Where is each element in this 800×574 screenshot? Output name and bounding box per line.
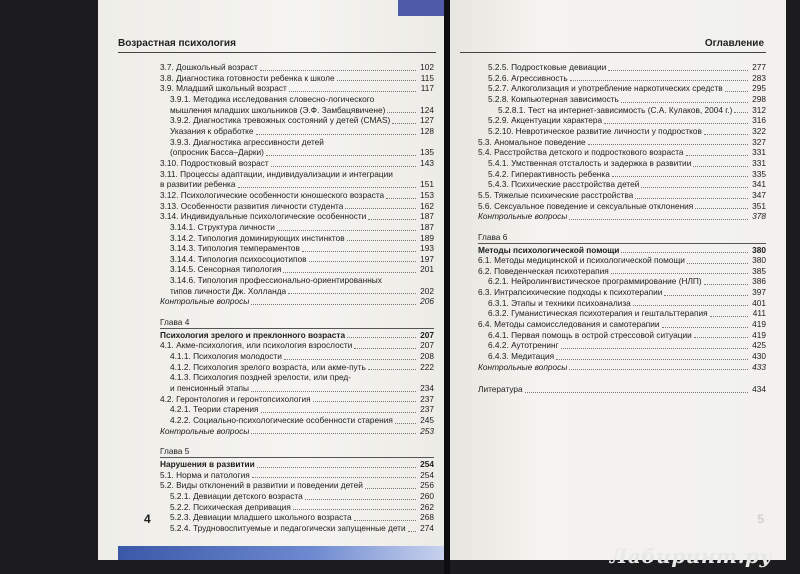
left-running-head: Возрастная психология	[118, 38, 236, 49]
toc-page-number: 274	[420, 522, 434, 533]
toc-entry	[160, 491, 434, 502]
leader-dots	[289, 91, 416, 92]
toc-entry-title: 5.2.8.1. Тест на интернет-зависимость (С.А. Кулаков, 2004 г.)	[498, 104, 733, 115]
toc-entry-title: 6.2.1. Нейролингвистическое программирование (НЛП)	[488, 276, 702, 287]
toc-page-number: 401	[752, 297, 766, 308]
toc-entry	[160, 126, 434, 137]
toc-entry	[478, 319, 766, 330]
toc-page-number: 327	[752, 136, 766, 147]
toc-entry	[160, 62, 434, 73]
toc-page-number: 207	[420, 340, 434, 351]
toc-entry-title: 3.14. Индивидуальные психологические особенности	[160, 211, 367, 222]
toc-page-number: 433	[752, 361, 766, 372]
toc-page-number: 143	[420, 157, 434, 168]
leader-dots	[293, 509, 416, 510]
chapter-label: Глава 4	[160, 317, 190, 328]
toc-page-number: 151	[420, 179, 434, 190]
spacer	[478, 372, 766, 384]
toc-page-number: 187	[420, 211, 434, 222]
toc-page-number: 115	[420, 72, 434, 83]
toc-page-number: 153	[420, 189, 434, 200]
toc-entry	[160, 264, 434, 275]
toc-entry-title: 3.9.2. Диагностика тревожных состояний у детей (CMAS)	[170, 115, 391, 126]
toc-page-number: 268	[420, 512, 434, 523]
toc-page-number: 295	[752, 83, 766, 94]
toc-entry	[160, 115, 434, 126]
toc-entry-title: 4.1.1. Психология молодости	[170, 351, 282, 362]
toc-entry-title: 4.1.2. Психология зрелого возраста, или акме-путь	[170, 361, 366, 372]
open-book	[98, 0, 786, 574]
leader-dots	[354, 348, 416, 349]
toc-page-number: 419	[752, 319, 766, 330]
toc-page-number: 222	[420, 361, 434, 372]
toc-entry	[160, 415, 434, 426]
leader-dots	[313, 401, 416, 402]
toc-entry-title: Контрольные вопросы	[478, 211, 568, 222]
toc-page-number: 260	[420, 490, 434, 501]
toc-page-number: 312	[752, 104, 766, 115]
toc-page-number: 283	[752, 72, 766, 83]
leader-dots	[260, 70, 416, 71]
toc-entry-title: 5.2.1. Девиации детского возраста	[170, 490, 303, 501]
toc-entry-title: 3.14.2. Типология доминирующих инстинктов	[170, 232, 345, 243]
toc-entry-title: 5.4.2. Гиперактивность ребенка	[488, 168, 610, 179]
toc-entry	[160, 480, 434, 491]
toc-page-number: 102	[420, 62, 434, 72]
leader-dots	[347, 240, 416, 241]
watermark-logo: Лабиринт.ру	[609, 544, 772, 568]
leader-dots	[365, 488, 416, 489]
toc-page-number: 430	[752, 351, 766, 362]
toc-entry-title: 5.1. Норма и патология	[160, 469, 250, 480]
toc-entry-title: 6.4. Методы самоисследования и самотерапии	[478, 319, 660, 330]
toc-entry	[478, 276, 766, 287]
toc-entry	[160, 351, 434, 362]
toc-entry-title: типов личности Дж. Холланда	[170, 285, 287, 296]
leader-dots	[354, 520, 416, 521]
leader-dots	[252, 477, 416, 478]
leader-dots	[569, 369, 748, 370]
leader-dots	[305, 499, 416, 500]
toc-entry	[160, 233, 434, 244]
leader-dots	[309, 261, 416, 262]
toc-entry-title: и пенсионный этапы	[170, 383, 249, 394]
toc-entry	[160, 502, 434, 513]
leader-dots	[345, 208, 416, 209]
chapter-label: Глава 6	[478, 231, 508, 242]
leader-dots	[302, 251, 416, 252]
toc-entry	[160, 158, 434, 169]
leader-dots	[662, 327, 748, 328]
toc-entry-title: 4.2. Геронтология и геронтопсихология	[160, 393, 311, 404]
toc-page-number: 277	[752, 62, 766, 72]
toc-entry	[478, 308, 766, 319]
leader-dots	[288, 293, 416, 294]
toc-entry-title: 6.3.2. Гуманистическая психотерапия и гештальттерапия	[488, 308, 708, 319]
toc-entry	[478, 255, 766, 266]
toc-entry-title: 5.4.3. Психические расстройства детей	[488, 179, 640, 190]
toc-entry	[160, 362, 434, 373]
toc-entry-title: 6.1. Методы медицинской и психологической помощи	[478, 255, 685, 266]
cover-strip	[118, 546, 444, 560]
toc-entry	[478, 298, 766, 309]
toc-entry	[160, 222, 434, 233]
toc-entry	[478, 362, 766, 373]
leader-dots	[710, 316, 748, 317]
toc-entry	[160, 83, 434, 94]
toc-entry	[478, 73, 766, 84]
toc-page-number: 234	[420, 383, 434, 394]
chapter-title	[160, 457, 434, 470]
toc-entry-title: в развитии ребенка	[160, 179, 236, 190]
toc-entry-title: Контрольные вопросы	[160, 296, 250, 307]
leader-dots	[611, 273, 748, 274]
toc-page-number: 202	[420, 285, 434, 296]
toc-page-number: 316	[752, 115, 766, 126]
toc-entry-title: 6.4.1. Первая помощь в острой стрессовой ситуации	[488, 329, 692, 340]
toc-page-number: 351	[752, 200, 766, 211]
leader-dots	[693, 166, 748, 167]
toc-page-number: 206	[420, 296, 434, 307]
leader-dots	[561, 348, 748, 349]
toc-entry	[478, 201, 766, 212]
leader-dots	[704, 284, 748, 285]
toc-entry-title: 3.9.3. Диагностика агрессивности детей	[170, 136, 324, 147]
toc-entry-title: 3.14.5. Сенсорная типология	[170, 264, 282, 275]
toc-entry	[478, 266, 766, 277]
toc-entry-title: 5.2.5. Подростковые девиации	[488, 62, 607, 72]
toc-page-number: 262	[420, 501, 434, 512]
leader-dots	[271, 166, 416, 167]
leader-dots	[704, 134, 748, 135]
leader-dots	[604, 123, 748, 124]
toc-page-number: 331	[752, 147, 766, 158]
toc-entry	[478, 340, 766, 351]
toc-page-number: 245	[420, 415, 434, 425]
leader-dots	[664, 295, 748, 296]
toc-entry	[478, 211, 766, 222]
leader-dots	[408, 531, 416, 532]
toc-entry-title: 3.11. Процессы адаптации, индивидуализации и интеграции	[160, 168, 393, 179]
toc-page-number: 331	[752, 157, 766, 168]
toc-entry-title: 5.2.7. Алкоголизация и употребление наркотических средств	[488, 83, 723, 94]
toc-entry	[160, 275, 434, 286]
toc-entry-title: 3.14.6. Типология профессионально-ориентированных	[170, 275, 382, 286]
leader-dots	[641, 187, 748, 188]
leader-dots	[725, 91, 748, 92]
toc-page-number: 197	[420, 253, 434, 264]
accent-tab	[398, 0, 444, 16]
toc-entry	[478, 62, 766, 73]
toc-page-number: 378	[752, 211, 766, 222]
toc-entry-title: 5.2.2. Психическая депривация	[170, 501, 291, 512]
toc-page-number: 201	[420, 264, 434, 275]
toc-entry-title: 6.4.3. Медитация	[488, 351, 555, 362]
toc-entry-title: 5.4.1. Умственная отсталость и задержка в развитии	[488, 157, 692, 168]
toc-entry-title: 3.8. Диагностика готовности ребенка к школе	[160, 72, 335, 83]
toc-entry-title: мышления младших школьников (Э.Ф. Замбацявичене)	[170, 104, 386, 115]
leader-dots	[525, 392, 748, 393]
toc-entry	[478, 105, 766, 116]
toc-entry	[478, 147, 766, 158]
toc-entry-title: 5.2.3. Девиации младшего школьного возраста	[170, 512, 352, 523]
toc-entry	[478, 351, 766, 362]
toc-page-number: 397	[752, 287, 766, 298]
toc-entry	[160, 211, 434, 222]
toc-entry-title: Литература	[478, 384, 523, 395]
toc-entry-title: 4.1.3. Психология поздней зрелости, или пред-	[170, 372, 351, 383]
leader-dots	[621, 102, 748, 103]
toc-entry-title: 3.13. Особенности развития личности студента	[160, 200, 344, 211]
toc-entry-title: 3.14.4. Типология психосоциотипов	[170, 253, 307, 264]
leader-dots	[337, 80, 416, 81]
toc-entry-title: 3.9. Младший школьный возраст	[160, 83, 287, 94]
toc-entry	[160, 243, 434, 254]
toc-entry-title: (опросник Басса–Дарки)	[170, 147, 264, 158]
right-toc	[478, 62, 766, 395]
leader-dots	[251, 304, 416, 305]
toc-page-number: 322	[752, 125, 766, 136]
toc-page-number: 208	[420, 351, 434, 362]
toc-page-number: 128	[420, 125, 434, 136]
toc-entry-title: 3.10. Подростковый возраст	[160, 157, 269, 168]
toc-entry	[160, 470, 434, 481]
toc-entry	[160, 190, 434, 201]
toc-entry	[478, 94, 766, 105]
leader-dots	[569, 219, 748, 220]
leader-dots	[556, 359, 748, 360]
toc-entry	[160, 169, 434, 180]
toc-entry	[478, 115, 766, 126]
toc-entry	[160, 201, 434, 212]
toc-entry	[160, 512, 434, 523]
toc-entry-title: 5.2.4. Трудновоспитуемые и педагогически запущенные дети	[170, 522, 406, 533]
left-head-rule	[118, 52, 436, 53]
toc-entry	[478, 169, 766, 180]
leader-dots	[283, 272, 416, 273]
toc-entry-title: 3.14.1. Структура личности	[170, 221, 275, 232]
toc-entry	[478, 287, 766, 298]
toc-entry-title: 5.2. Виды отклонений в развитии и поведении детей	[160, 480, 363, 491]
toc-entry	[478, 179, 766, 190]
leader-dots	[261, 412, 417, 413]
toc-page-number: 124	[420, 104, 434, 115]
literature-entry	[478, 384, 766, 395]
toc-entry-title: Контрольные вопросы	[478, 361, 568, 372]
leader-dots	[612, 176, 748, 177]
toc-entry	[160, 404, 434, 415]
toc-entry-title: Методы психологической помощи	[478, 244, 620, 255]
leader-dots	[251, 433, 416, 434]
right-head-rule	[460, 52, 766, 53]
leader-dots	[392, 123, 416, 124]
toc-entry-title: 4.2.1. Теории старения	[170, 404, 259, 415]
toc-page-number: 385	[752, 265, 766, 276]
toc-entry	[478, 83, 766, 94]
leader-dots	[251, 391, 416, 392]
toc-page-number: 237	[420, 404, 434, 415]
left-toc	[160, 62, 434, 534]
toc-entry	[160, 137, 434, 148]
toc-entry	[478, 190, 766, 201]
toc-entry-title: Указания к обработке	[170, 125, 254, 136]
leader-dots	[256, 134, 416, 135]
leader-dots	[284, 359, 416, 360]
toc-entry	[160, 426, 434, 437]
leader-dots	[588, 144, 748, 145]
toc-entry	[478, 126, 766, 137]
toc-page-number: 135	[420, 147, 434, 158]
toc-entry	[160, 340, 434, 351]
toc-entry	[160, 147, 434, 158]
left-folio: 4	[144, 512, 151, 526]
toc-entry-title: 4.1. Акме-психология, или психология взрослости	[160, 340, 353, 351]
toc-entry	[160, 394, 434, 405]
toc-entry	[160, 383, 434, 394]
toc-entry-title: 5.2.6. Агрессивность	[488, 72, 568, 83]
toc-page-number: 187	[420, 221, 434, 232]
toc-page-number: 117	[420, 83, 434, 94]
leader-dots	[386, 198, 416, 199]
toc-page-number: 256	[420, 480, 434, 491]
toc-entry-title: 3.9.1. Методика исследования словесно-логического	[170, 93, 375, 104]
toc-entry	[478, 137, 766, 148]
toc-page-number: 298	[752, 93, 766, 104]
toc-page-number: 419	[752, 329, 766, 340]
toc-entry-title: Психология зрелого и преклонного возраста	[160, 329, 346, 340]
chapter-title	[478, 243, 766, 256]
leader-dots	[257, 467, 416, 468]
toc-entry	[160, 296, 434, 307]
toc-entry-title: 5.2.9. Акцентуации характера	[488, 115, 603, 126]
toc-entry	[478, 330, 766, 341]
toc-entry-title: 5.4. Расстройства детского и подросткового возраста	[478, 147, 684, 158]
leader-dots	[686, 155, 748, 156]
leader-dots	[608, 70, 748, 71]
toc-page-number: 254	[420, 458, 434, 469]
chapter-label: Глава 5	[160, 446, 190, 457]
toc-page-number: 380	[752, 244, 766, 255]
toc-page-number: 193	[420, 243, 434, 254]
leader-dots	[238, 187, 417, 188]
toc-entry-title: 6.2. Поведенческая психотерапия	[478, 265, 609, 276]
toc-entry-title: 6.3.1. Этапы и техники психоанализа	[488, 297, 631, 308]
toc-page-number: 237	[420, 393, 434, 404]
toc-entry-title: Нарушения в развитии	[160, 458, 255, 469]
toc-entry	[160, 254, 434, 265]
toc-entry-title: 5.2.8. Компьютерная зависимость	[488, 93, 619, 104]
toc-page-number: 207	[420, 329, 434, 340]
toc-page-number: 386	[752, 276, 766, 287]
toc-entry	[160, 105, 434, 116]
toc-page-number: 189	[420, 232, 434, 243]
toc-page-number: 341	[752, 179, 766, 190]
toc-entry	[160, 179, 434, 190]
leader-dots	[368, 219, 416, 220]
leader-dots	[570, 80, 748, 81]
toc-page-number: 411	[752, 308, 766, 319]
leader-dots	[694, 337, 748, 338]
toc-entry	[478, 158, 766, 169]
toc-entry-title: 6.3. Интрапсихические подходы к психотерапии	[478, 287, 663, 298]
leader-dots	[687, 263, 748, 264]
left-page	[98, 0, 444, 560]
toc-entry-title: 3.14.3. Типология темпераментов	[170, 243, 300, 254]
toc-page-number: 253	[420, 425, 434, 436]
leader-dots	[635, 198, 748, 199]
toc-entry-title: 5.6. Сексуальное поведение и сексуальные отклонения	[478, 200, 694, 211]
toc-entry	[160, 73, 434, 84]
toc-entry-title: 3.12. Психологические особенности юношеского возраста	[160, 189, 385, 200]
toc-entry-title: 4.2.2. Социально-психологические особенности старения	[170, 415, 393, 425]
toc-page-number: 380	[752, 255, 766, 266]
leader-dots	[347, 337, 416, 338]
right-page	[450, 0, 786, 560]
toc-page-number: 254	[420, 469, 434, 480]
right-folio: 5	[757, 512, 764, 526]
toc-page-number: 425	[752, 340, 766, 351]
right-running-head: Оглавление	[704, 38, 764, 49]
toc-page-number: 347	[752, 189, 766, 200]
leader-dots	[387, 112, 416, 113]
leader-dots	[266, 155, 416, 156]
leader-dots	[695, 208, 748, 209]
toc-entry	[160, 286, 434, 297]
toc-entry-title: Контрольные вопросы	[160, 425, 250, 436]
toc-entry-title: 6.4.2. Аутотренинг	[488, 340, 559, 351]
toc-page-number: 335	[752, 168, 766, 179]
toc-entry-title: 5.3. Аномальное поведение	[478, 136, 586, 147]
toc-page-number: 162	[420, 200, 434, 211]
leader-dots	[734, 112, 748, 113]
toc-entry-title: 5.5. Тяжелые психические расстройства	[478, 189, 634, 200]
leader-dots	[277, 230, 416, 231]
toc-entry	[160, 523, 434, 534]
toc-entry-title: 5.2.10. Невротическое развитие личности у подростков	[488, 125, 702, 136]
toc-page-number: 127	[420, 115, 434, 126]
toc-page-number: 434	[752, 384, 766, 395]
leader-dots	[633, 305, 748, 306]
toc-entry	[160, 372, 434, 383]
toc-entry-title: 3.7. Дошкольный возраст	[160, 62, 258, 72]
leader-dots	[395, 423, 416, 424]
leader-dots	[368, 369, 416, 370]
toc-entry	[160, 94, 434, 105]
leader-dots	[621, 252, 748, 253]
chapter-title	[160, 328, 434, 341]
